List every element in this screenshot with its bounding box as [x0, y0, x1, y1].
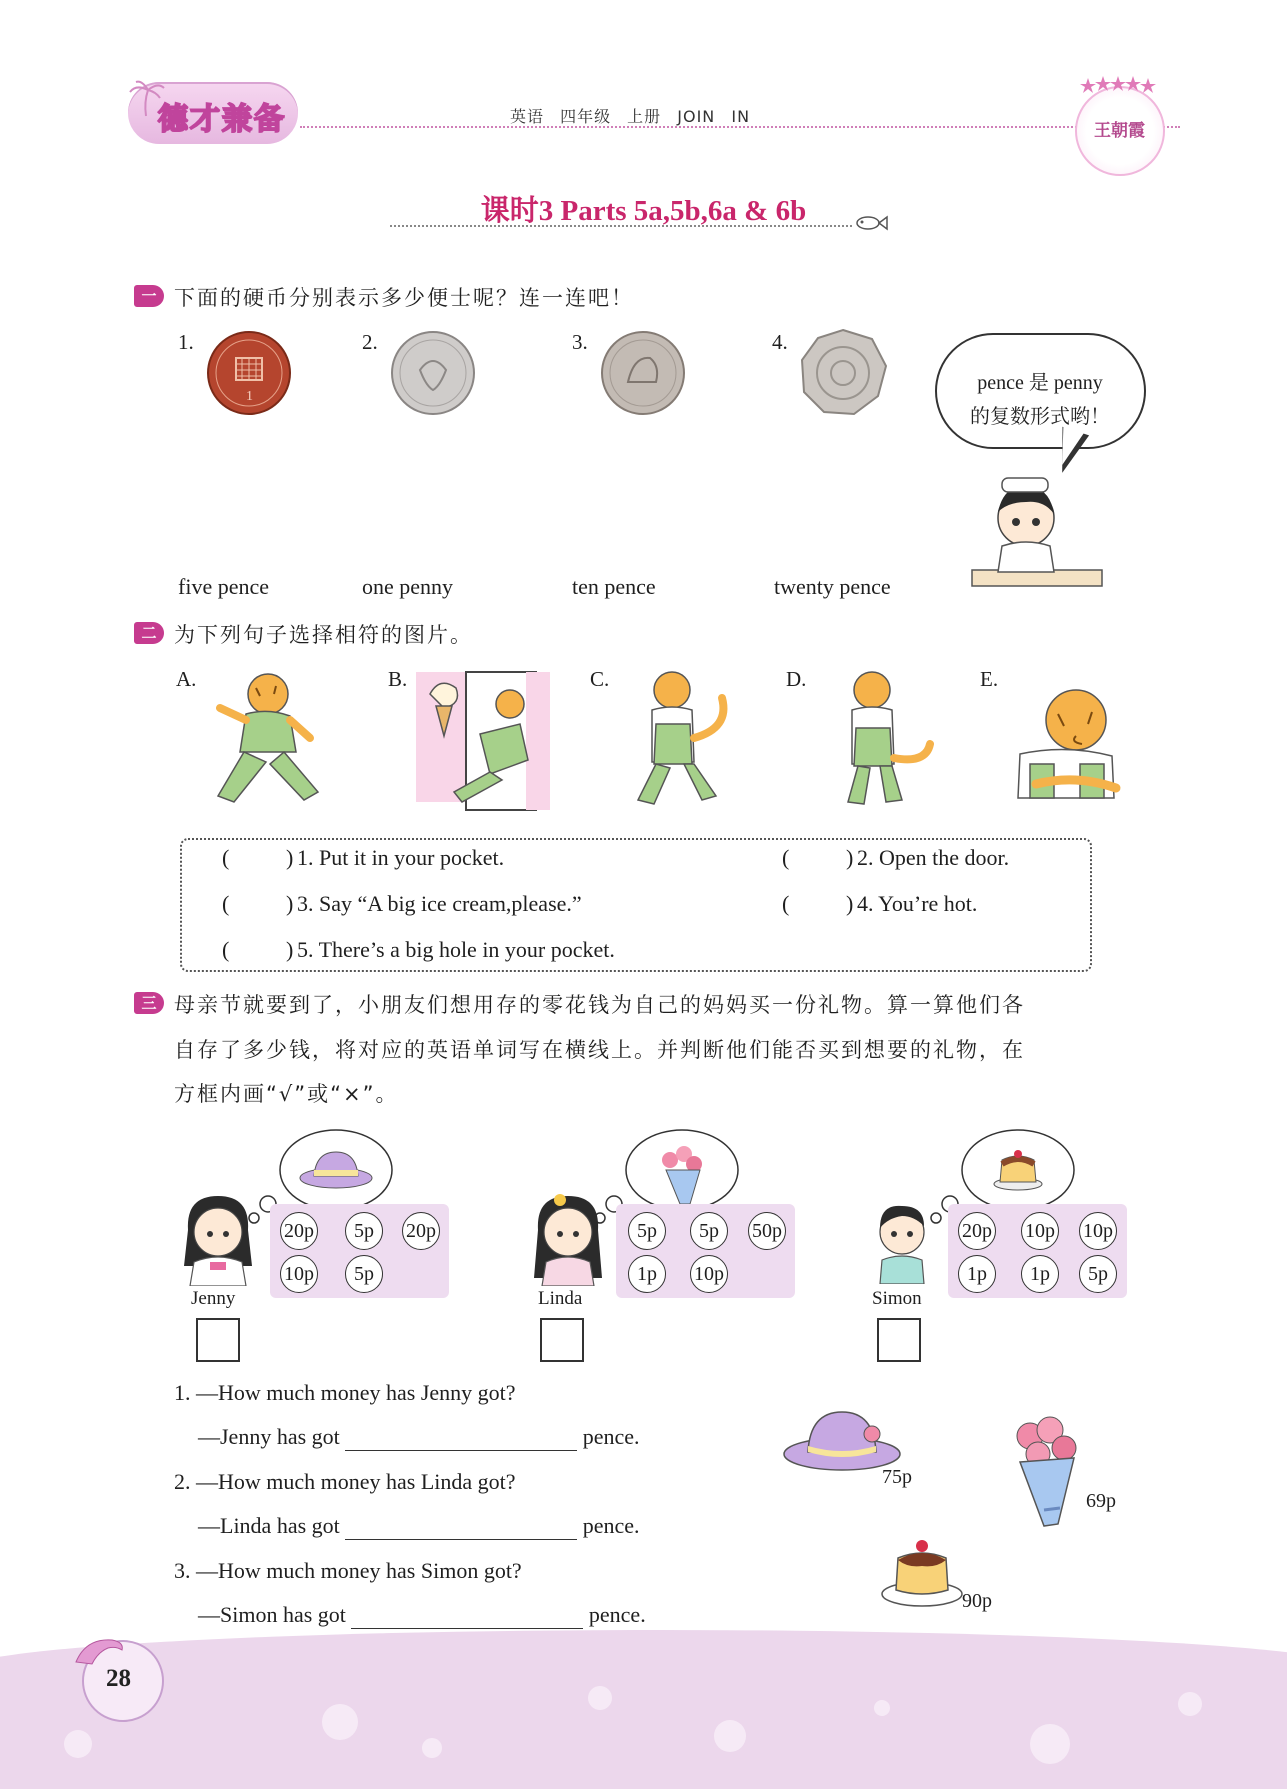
section-3-instruction-line-2: 自存了多少钱，将对应的英语单词写在横线上。并判断他们能否买到想要的礼物，在	[174, 1038, 1025, 1062]
ten-pence-coin[interactable]	[600, 330, 686, 416]
check-box-simon[interactable]	[877, 1318, 921, 1362]
sentence-3: 3. Say “A big ice cream,please.”	[297, 891, 582, 916]
paren-close-4: )	[846, 891, 854, 916]
kid-name-simon: Simon	[872, 1288, 922, 1309]
coin-linda-2: 5p	[690, 1212, 728, 1250]
answer-3-start: —Simon has got	[198, 1602, 346, 1627]
paren-open-2[interactable]: (	[782, 845, 790, 870]
coin-linda-3: 50p	[748, 1212, 786, 1250]
nurse-boy-illustration	[968, 472, 1108, 594]
paren-close-2: )	[846, 845, 854, 870]
title-underline	[390, 225, 852, 227]
picture-label-d: D.	[786, 667, 807, 691]
svg-text:1: 1	[246, 389, 253, 404]
bubble-line-1: pence 是 penny	[977, 372, 1103, 394]
answer-1	[198, 1424, 640, 1451]
coin-linda-1: 5p	[628, 1212, 666, 1250]
sentence-2: 2. Open the door.	[857, 845, 1010, 870]
paren-open-1[interactable]: (	[222, 845, 230, 870]
tiger-picture-e	[1006, 684, 1130, 802]
coin-label-3: ten pence	[572, 574, 656, 599]
coin-simon-1: 20p	[958, 1212, 996, 1250]
tiger-picture-b	[410, 664, 558, 814]
picture-label-b: B.	[388, 667, 408, 691]
section-3-instruction-line-3: 方框内画“√”或“×”。	[174, 1082, 399, 1106]
price-cake: 90p	[962, 1590, 992, 1612]
page-number: 28	[106, 1665, 131, 1692]
five-pence-coin[interactable]	[390, 330, 476, 416]
coin-number-3: 3.	[572, 330, 588, 354]
stars-icon	[1080, 76, 1156, 96]
coin-simon-4: 1p	[958, 1255, 996, 1293]
section-badge-2: 二	[134, 622, 164, 644]
coin-number-4: 4.	[772, 330, 788, 354]
paren-close-3: )	[286, 891, 294, 916]
section-1-instruction: 下面的硬币分别表示多少便士呢？连一连吧！	[174, 286, 634, 310]
flowers-gift	[1008, 1414, 1088, 1534]
kid-name-linda: Linda	[538, 1288, 583, 1309]
jenny-avatar	[176, 1190, 260, 1286]
kid-name-jenny: Jenny	[191, 1288, 236, 1309]
stamp-text: 王朝霞	[1094, 121, 1145, 140]
picture-label-e: E.	[980, 667, 999, 691]
tiger-picture-c	[612, 668, 742, 813]
section-badge-1: 一	[134, 285, 164, 307]
answer-1-end: pence.	[582, 1424, 640, 1449]
book-meta: 英语 四年级 上册 JOIN IN	[510, 107, 751, 126]
section-badge-3: 三	[134, 992, 164, 1014]
lesson-title: 课时3 Parts 5a,5b,6a & 6b	[480, 195, 807, 227]
coin-number-2: 2.	[362, 330, 378, 354]
coin-jenny-3: 20p	[402, 1212, 440, 1250]
twenty-pence-coin[interactable]	[798, 328, 888, 418]
sentence-4: 4. You’re hot.	[857, 891, 978, 916]
one-penny-coin[interactable]	[206, 330, 292, 416]
simon-avatar	[866, 1196, 942, 1284]
coin-simon-2: 10p	[1021, 1212, 1059, 1250]
answer-3-blank[interactable]	[351, 1602, 583, 1629]
palm-tree-icon	[126, 78, 166, 118]
coin-simon-5: 1p	[1021, 1255, 1059, 1293]
coin-jenny-5: 5p	[345, 1255, 383, 1293]
cake-gift	[880, 1532, 964, 1610]
coin-label-2: one penny	[362, 574, 454, 599]
coin-linda-4: 1p	[628, 1255, 666, 1293]
paren-open-5[interactable]: (	[222, 937, 230, 962]
picture-label-a: A.	[176, 667, 197, 691]
section-2-instruction: 为下列句子选择相符的图片。	[174, 623, 473, 647]
paren-close-1: )	[286, 845, 294, 870]
sentence-5: 5. There’s a big hole in your pocket.	[297, 937, 615, 962]
coin-number-1: 1.	[178, 330, 194, 354]
coin-label-4: twenty pence	[774, 574, 891, 599]
speech-bubble-text	[950, 366, 1130, 434]
paren-open-3[interactable]: (	[222, 891, 230, 916]
footer-bubbles	[40, 1668, 1260, 1778]
answer-2-end: pence.	[582, 1513, 640, 1538]
answer-3-end: pence.	[588, 1602, 646, 1627]
coin-simon-3: 10p	[1079, 1212, 1117, 1250]
coin-linda-5: 10p	[690, 1255, 728, 1293]
paren-close-5: )	[286, 937, 294, 962]
check-box-linda[interactable]	[540, 1318, 584, 1362]
logo: 德才兼备	[158, 102, 286, 137]
paren-open-4[interactable]: (	[782, 891, 790, 916]
answer-1-blank[interactable]	[345, 1424, 577, 1451]
question-1: 1. —How much money has Jenny got?	[174, 1380, 516, 1405]
fish-icon	[852, 212, 888, 234]
linda-avatar	[526, 1190, 610, 1286]
picture-label-c: C.	[590, 667, 610, 691]
question-3: 3. —How much money has Simon got?	[174, 1558, 522, 1583]
coin-jenny-1: 20p	[280, 1212, 318, 1250]
coin-jenny-2: 5p	[345, 1212, 383, 1250]
question-2: 2. —How much money has Linda got?	[174, 1469, 516, 1494]
tiger-picture-d	[812, 668, 942, 813]
coin-label-1: five pence	[178, 574, 269, 599]
answer-2	[198, 1513, 640, 1540]
tiger-picture-a	[200, 668, 340, 813]
price-hat: 75p	[882, 1466, 912, 1488]
answer-3	[198, 1602, 646, 1629]
answer-2-blank[interactable]	[345, 1513, 577, 1540]
sentence-1: 1. Put it in your pocket.	[297, 845, 505, 870]
answer-1-start: —Jenny has got	[198, 1424, 340, 1449]
coin-jenny-4: 10p	[280, 1255, 318, 1293]
price-flowers: 69p	[1086, 1490, 1116, 1512]
coin-simon-6: 5p	[1079, 1255, 1117, 1293]
bubble-line-2: 的复数形式哟！	[970, 406, 1110, 428]
answer-2-start: —Linda has got	[198, 1513, 340, 1538]
section-3-instruction-line-1: 母亲节就要到了，小朋友们想用存的零花钱为自己的妈妈买一份礼物。算一算他们各	[174, 993, 1025, 1017]
check-box-jenny[interactable]	[196, 1318, 240, 1362]
